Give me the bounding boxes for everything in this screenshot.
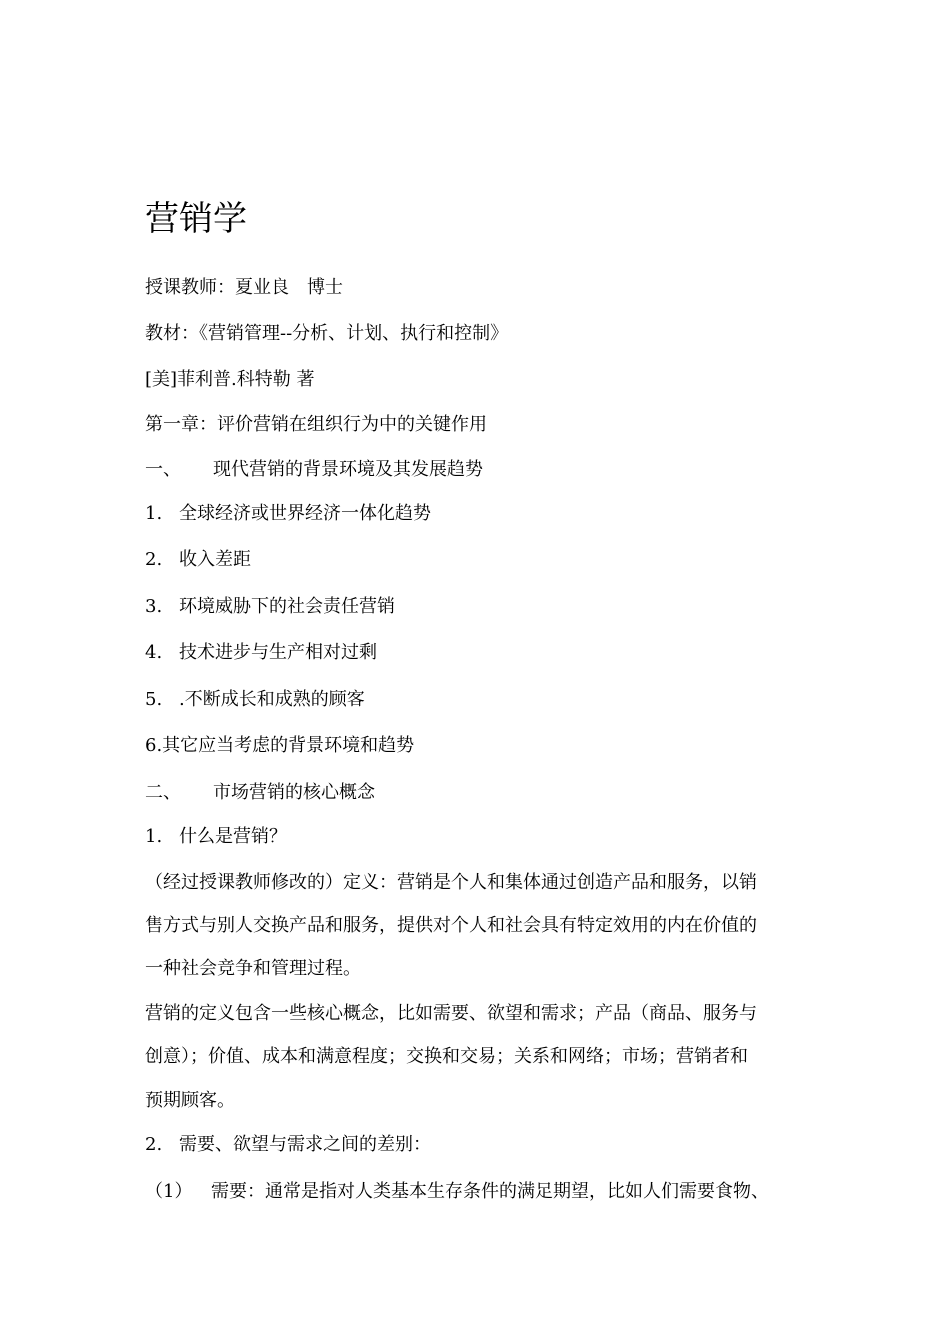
definition-line: （经过授课教师修改的）定义：营销是个人和集体通过创造产品和服务，以销 xyxy=(145,872,757,893)
sub-item xyxy=(145,1180,769,1204)
section-heading-1 xyxy=(145,458,483,482)
list-text: 需要、欲望与需求之间的差别： xyxy=(179,1134,431,1155)
list-number: 5. xyxy=(145,689,163,710)
core-concepts-line: 营销的定义包含一些核心概念，比如需要、欲望和需求；产品（商品、服务与 xyxy=(145,1003,757,1024)
section-heading-2 xyxy=(145,781,375,805)
list-item xyxy=(145,641,377,665)
list-text: 收入差距 xyxy=(179,549,251,570)
textbook-line: 教材：《营销管理--分析、计划、执行和控制》 xyxy=(145,323,509,344)
list-number: 4. xyxy=(145,642,163,663)
sub-item-text: 需要：通常是指对人类基本生存条件的满足期望，比如人们需要食物、 xyxy=(211,1181,769,1202)
list-item xyxy=(145,595,395,619)
core-concepts-line: 创意）；价值、成本和满意程度；交换和交易；关系和网络；市场；营销者和 xyxy=(145,1046,748,1067)
list-text: 全球经济或世界经济一体化趋势 xyxy=(179,503,431,524)
section-text: 市场营销的核心概念 xyxy=(213,782,375,803)
core-concepts-line: 预期顾客。 xyxy=(145,1090,235,1111)
section-number: 一、 xyxy=(145,459,181,480)
list-number: 2. xyxy=(145,549,163,570)
teacher-line: 授课教师：夏业良 博士 xyxy=(145,277,343,298)
chapter-heading: 第一章：评价营销在组织行为中的关键作用 xyxy=(145,414,487,435)
list-item: 6.其它应当考虑的背景环境和趋势 xyxy=(145,735,415,756)
list-number: 2. xyxy=(145,1134,163,1155)
list-number: 1. xyxy=(145,503,163,524)
document-title: 营销学 xyxy=(145,199,247,239)
list-number: 3. xyxy=(145,596,163,617)
definition-line: 一种社会竞争和管理过程。 xyxy=(145,958,361,979)
list-item xyxy=(145,548,251,572)
definition-line: 售方式与别人交换产品和服务，提供对个人和社会具有特定效用的内在价值的 xyxy=(145,915,757,936)
list-text: 环境威胁下的社会责任营销 xyxy=(179,596,395,617)
list-text: 什么是营销？ xyxy=(179,826,287,847)
list-item xyxy=(145,502,431,526)
section-number: 二、 xyxy=(145,782,181,803)
list-text: 技术进步与生产相对过剩 xyxy=(179,642,377,663)
list-number: 1. xyxy=(145,826,163,847)
list-item xyxy=(145,688,365,712)
question-heading xyxy=(145,825,287,849)
sub-item-number: （1） xyxy=(145,1181,193,1202)
author-line: [美]菲利普.科特勒 著 xyxy=(145,369,315,390)
list-text: .不断成长和成熟的顾客 xyxy=(179,689,365,710)
section-text: 现代营销的背景环境及其发展趋势 xyxy=(213,459,483,480)
question-heading xyxy=(145,1133,431,1157)
